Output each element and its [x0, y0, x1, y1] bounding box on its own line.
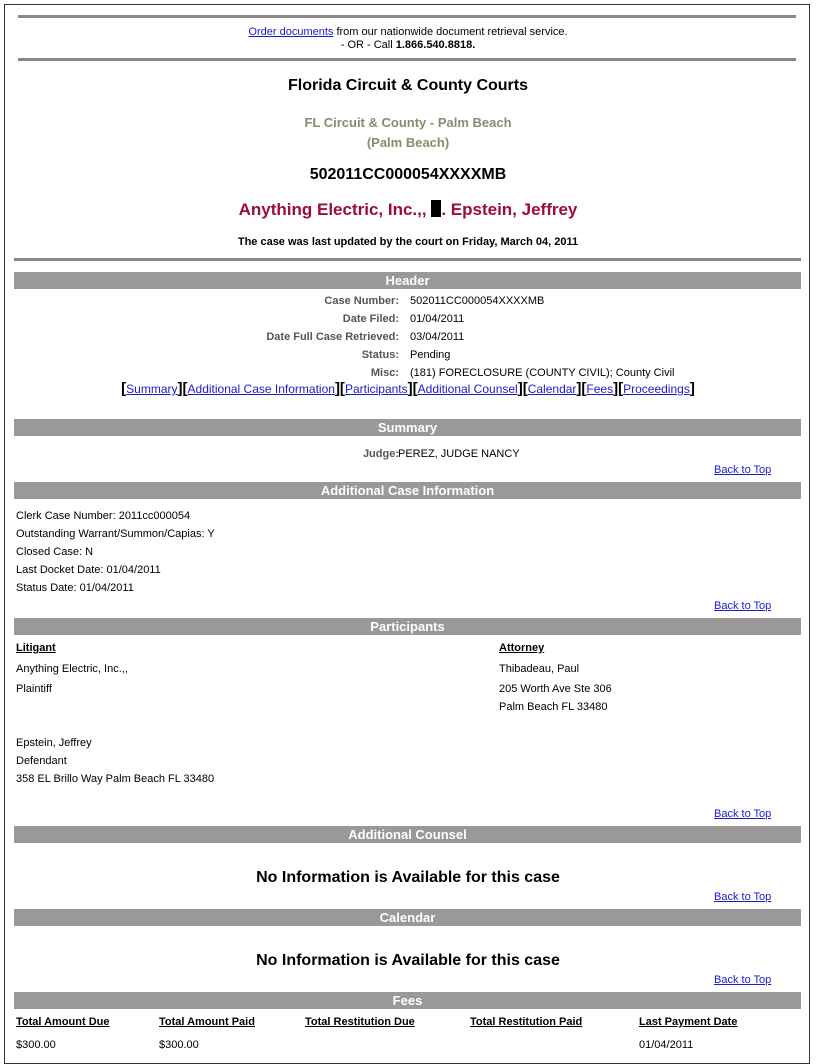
plaintiff-name: Anything Electric, Inc.,,	[16, 663, 128, 675]
date-retrieved-label: Date Full Case Retrieved:	[266, 331, 399, 343]
fees-total-due: $300.00	[16, 1039, 56, 1051]
header-fields-labels	[0, 292, 399, 382]
fees-section-bar: Fees	[14, 992, 801, 1009]
attorney-address-line1: 205 Worth Ave Ste 306	[499, 683, 612, 695]
defendant-role: Defendant	[16, 755, 67, 767]
status-value: Pending	[410, 349, 451, 361]
top-rule	[18, 15, 796, 18]
notice-rule	[18, 58, 796, 61]
litigant-header: Litigant	[16, 642, 56, 654]
order-documents-link[interactable]: Order documents	[248, 26, 334, 38]
nav-calendar[interactable]: Calendar	[527, 382, 577, 396]
additional-info-section-bar: Additional Case Information	[14, 482, 801, 499]
status-date: Status Date: 01/04/2011	[16, 582, 134, 594]
attorney-address-line2: Palm Beach FL 33480	[499, 701, 608, 713]
nav-fees[interactable]: Fees	[586, 382, 614, 396]
fees-header-total-paid: Total Amount Paid	[159, 1016, 255, 1028]
case-number-heading: 502011CC000054XXXXMB	[309, 166, 507, 183]
nav-summary[interactable]: Summary	[126, 382, 178, 396]
fees-header-total-due: Total Amount Due	[16, 1016, 110, 1028]
section-nav: [Summary][Additional Case Information][Participants][Additional Counsel][Calendar][Fees][Proceedings]	[121, 380, 695, 397]
last-updated: The case was last updated by the court on Friday, March 04, 2011	[237, 236, 579, 248]
case-number-value: 502011CC000054XXXXMB	[410, 295, 545, 307]
court-division	[0, 113, 816, 153]
division-location: (Palm Beach)	[366, 135, 450, 150]
court-title: Florida Circuit & County Courts	[288, 77, 528, 94]
misc-label: Misc:	[370, 367, 399, 379]
back-to-top-link[interactable]: Back to Top	[714, 974, 772, 986]
attorney-header: Attorney	[499, 642, 545, 654]
judge-label: Judge:	[362, 448, 399, 460]
case-title-plaintiff: Anything Electric, Inc.,,	[238, 200, 427, 219]
defendant-address: 358 EL Brillo Way Palm Beach FL 33480	[16, 773, 215, 785]
defendant-name: Epstein, Jeffrey	[16, 737, 92, 749]
nav-additional-counsel[interactable]: Additional Counsel	[417, 382, 518, 396]
order-notice	[0, 26, 816, 52]
redaction-box	[431, 200, 441, 217]
case-title-defendant: . Epstein, Jeffrey	[441, 200, 578, 219]
date-retrieved-value: 03/04/2011	[410, 331, 465, 343]
back-to-top-link[interactable]: Back to Top	[714, 600, 772, 612]
participants-section-bar: Participants	[14, 618, 801, 635]
fees-header-restitution-paid: Total Restitution Paid	[470, 1016, 583, 1028]
header-rule	[14, 258, 801, 261]
judge-value: PEREZ, JUDGE NANCY	[398, 448, 520, 460]
nav-proceedings[interactable]: Proceedings	[623, 382, 690, 396]
case-title	[0, 200, 816, 220]
clerk-case-number: Clerk Case Number: 2011cc000054	[16, 510, 191, 522]
date-filed-label: Date Filed:	[342, 313, 399, 325]
judge-label-wrap	[0, 445, 399, 463]
back-to-top-link[interactable]: Back to Top	[714, 464, 772, 476]
attorney-name: Thibadeau, Paul	[499, 663, 580, 675]
misc-value: (181) FORECLOSURE (COUNTY CIVIL); County Civil	[410, 367, 675, 379]
fees-last-payment-date: 01/04/2011	[639, 1039, 694, 1051]
call-prefix: - OR - Call	[340, 39, 396, 51]
back-to-top-link[interactable]: Back to Top	[714, 891, 772, 903]
counsel-no-info: No Information is Available for this case	[256, 869, 560, 886]
fees-total-paid: $300.00	[159, 1039, 199, 1051]
nav-participants[interactable]: Participants	[344, 382, 408, 396]
order-notice-text: from our nationwide document retrieval service.	[333, 26, 568, 38]
additional-counsel-section-bar: Additional Counsel	[14, 826, 801, 843]
plaintiff-role: Plaintiff	[16, 683, 52, 695]
calendar-no-info: No Information is Available for this case	[256, 952, 560, 969]
date-filed-value: 01/04/2011	[410, 313, 465, 325]
last-docket-date: Last Docket Date: 01/04/2011	[16, 564, 161, 576]
summary-section-bar: Summary	[14, 419, 801, 436]
division-name: FL Circuit & County - Palm Beach	[304, 115, 512, 130]
outstanding-warrant: Outstanding Warrant/Summon/Capias: Y	[16, 528, 215, 540]
status-label: Status:	[361, 349, 399, 361]
closed-case: Closed Case: N	[16, 546, 94, 558]
nav-additional-case-info[interactable]: Additional Case Information	[187, 382, 335, 396]
phone-number: 1.866.540.8818.	[395, 39, 476, 51]
case-number-label: Case Number:	[324, 295, 399, 307]
fees-header-restitution-due: Total Restitution Due	[305, 1016, 415, 1028]
header-section-bar: Header	[14, 272, 801, 289]
fees-header-last-payment: Last Payment Date	[639, 1016, 738, 1028]
calendar-section-bar: Calendar	[14, 909, 801, 926]
back-to-top-link[interactable]: Back to Top	[714, 808, 772, 820]
